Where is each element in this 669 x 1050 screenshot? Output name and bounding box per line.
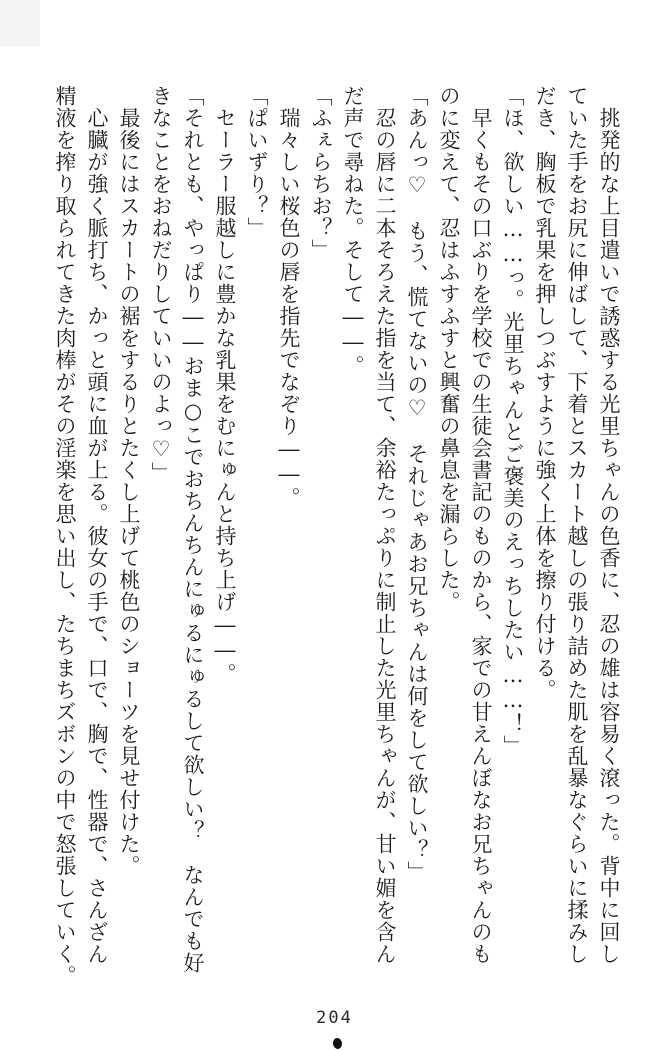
page-text-block [49,85,625,987]
text-column: 「あんっ♡ もう、慌てないの♡ それじゃあお兄ちゃんは何をして欲しい？」 [405,85,429,883]
footer-dot-mark [332,1037,342,1049]
text-column: 心臓が強く脈打ち、かっと頭に血が上る。彼女の手で、口で、胸で、性器で、さんざん [85,107,109,965]
scan-artifact [0,0,40,46]
text-column: 精液を搾り取られてきた肉棒がその淫楽を思い出し、たちまちズボンの中で怒張していく。 [53,85,77,987]
text-column: 「それとも、やっぱり――おま○こでおちんちんにゅるにゅるして欲しい？ なんでも好 [181,85,205,974]
text-column: 「ほ、欲しい……っ。光里ちゃんとご褒美のえっちしたい……！」 [501,85,525,757]
text-column: きなことをおねだりしていいのよっ♡」 [149,85,173,484]
page-number: 204 [316,1008,353,1028]
text-column: 早くもその口ぶりを学校での生徒会書記のものから、家での甘えんぼなお兄ちゃんのも [469,107,493,965]
text-column: ていた手をお尻に伸ばして、下着とスカート越しの張り詰めた肌を乱暴なぐらいに揉みし [565,85,589,965]
text-column: 「ぱいずり？」 [245,85,269,239]
text-column: 「ふぇらちお？」 [309,85,333,261]
text-column: のに変えて、忍はふすふすと興奮の鼻息を漏らした。 [437,85,461,613]
text-column: だ声で尋ねた。そして――。 [341,85,365,377]
text-column: 瑞々しい桜色の唇を指先でなぞり――。 [277,107,301,509]
text-column: セーラー服越しに豊かな乳果をむにゅんと持ち上げ――。 [213,107,237,685]
text-column: だき、胸板で乳果を押しつぶすように強く上体を擦り付ける。 [533,85,557,701]
text-column: 挑発的な上目遣いで誘惑する光里ちゃんの色香に、忍の雄は容易く滾った。背中に回し [597,107,621,965]
text-column: 忍の唇に二本そろえた指を当て、余裕たっぷりに制止した光里ちゃんが、甘い媚を含ん [373,107,397,965]
text-column: 最後にはスカートの裾をするりとたくし上げて桃色のショーツを見せ付けた。 [117,107,141,877]
